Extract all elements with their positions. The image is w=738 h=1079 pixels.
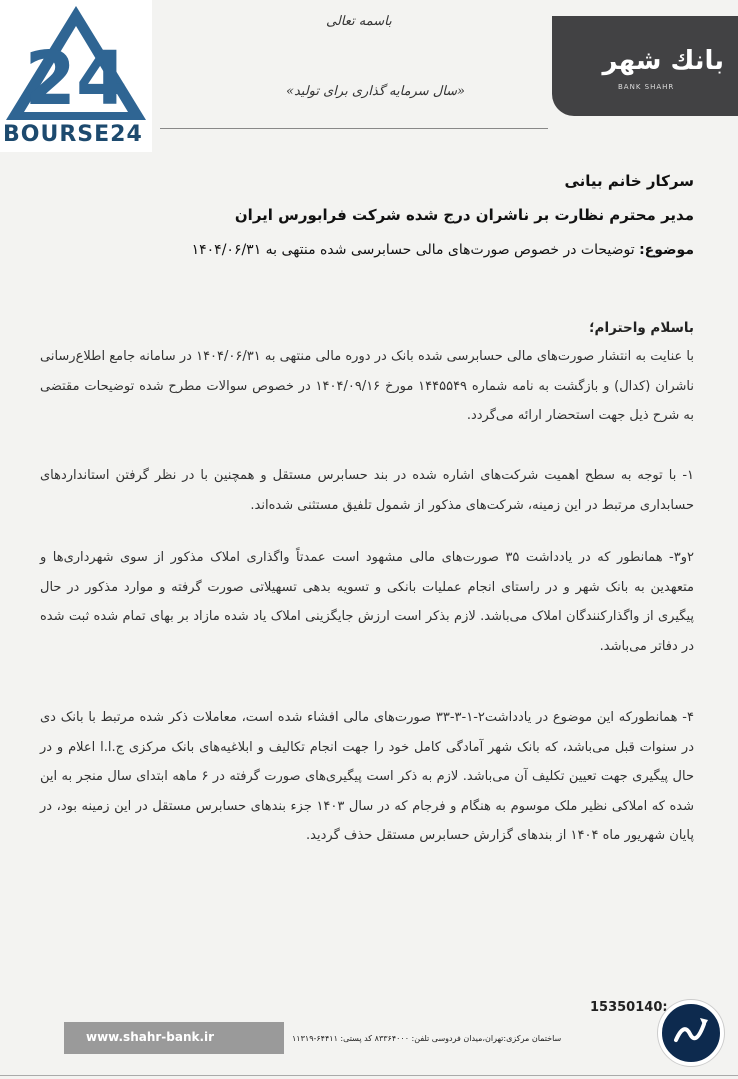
bank-name-en: BANK SHAHR <box>618 83 675 91</box>
footer-website-link[interactable]: www.shahr-bank.ir <box>86 1030 215 1044</box>
year-motto: «سال سرمایه گذاری برای تولید» <box>286 84 466 99</box>
letter-reference-number: 15350140: <box>590 1000 668 1015</box>
bourse24-logo <box>0 0 152 152</box>
bourse24-brand-text: BOURSE24 <box>3 122 143 147</box>
trend-arrow-icon <box>670 1012 712 1054</box>
paragraph-item-1: ۱- با توجه به سطح اهمیت شرکت‌های اشاره شده در بند حسابرس مستقل و همچنین با در نظر گرفتن استانداردهای حسابداری مرتبط در این زمینه، شرکت‌های مذکور از شمول تلفیق مستثنی شده‌اند. <box>40 468 694 513</box>
addressee-title: مدیر محترم نظارت بر ناشران درج شده شرکت فرابورس ایران <box>234 206 694 224</box>
greeting: باسلام واحترام؛ <box>589 320 694 336</box>
bank-shahr-logo <box>552 16 738 116</box>
footer-address: ساختمان مرکزی:تهران،میدان فردوسی تلفن: ۸۳۳۶۴۰۰۰ کد پستی: ۶۴۴۱۱-۱۱۳۱۹ <box>292 1034 562 1043</box>
addressee-name: سرکار خانم بیانی <box>564 172 694 190</box>
bottom-divider <box>0 1075 738 1076</box>
bourse24-triangle-icon <box>4 4 148 122</box>
paragraph-item-4: ۴- همانطورکه این موضوع در یادداشت۲-۱-۳-۳۳ صورت‌های مالی افشاء شده است، معاملات ذکر شده مرتبط با بانک دی در سنوات قبل می‌باشد، که بانک شهر آمادگی کامل خود را جهت انجام تکالیف و ابلاغیه‌های بانک مرکزی ج.ا.ا اعلام و در حال پیگیری جهت تعیین تکلیف آن می‌باشد. لازم به ذکر است پیگیری‌های صورت گرفته در ۶ ماهه ابتدای سال منجر به این شده که املاکی نظیر ملک موسوم به هنگام و فرجام که در سال ۱۴۰۳ جزء بندهای حسابرس مستقل در این زمینه بود، در پایان شهریور ماه ۱۴۰۴ از بندهای گزارش حسابرس مستقل حذف گردید. <box>40 710 694 843</box>
paragraph-intro: با عنایت به انتشار صورت‌های مالی حسابرسی شده بانک در دوره مالی منتهی به ۱۴۰۴/۰۶/۳۱ در سامانه جامع اطلاع‌رسانی ناشران (کدال) و بازگشت به نامه شماره ۱۴۴۵۵۴۹ مورخ ۱۴۰۴/۰۹/۱۶ در خصوص سوالات مطرح شده توضیحات مقتضی به شرح ذیل جهت استحضار ارائه می‌گردد. <box>40 349 695 423</box>
bank-name-fa: بانك شهر <box>602 46 724 76</box>
subject-label: موضوع: <box>639 242 694 258</box>
subject-line <box>192 242 694 258</box>
basmeh-text: باسمه تعالی <box>326 14 392 29</box>
header-divider <box>160 128 548 129</box>
chart-trend-badge <box>658 1000 724 1066</box>
svg-text:24: 24 <box>24 36 128 122</box>
paragraph-item-2-3: ۲و۳- همانطور که در یادداشت ۳۵ صورت‌های مالی مشهود است عمدتاً واگذاری املاک مذکور از سوی شهرداری‌ها و متعهدین به بانک شهر و در راستای انجام عملیات بانکی و تسویه بدهی تسهیلاتی صورت گرفته و موارد مذکور در حال پیگیری از واگذارکنندگان املاک می‌باشد. لازم بذکر است ارزش جایگزینی املاک یاد شده مازاد بر بهای تمام شده ثبت شده در دفاتر می‌باشد. <box>40 550 694 654</box>
subject-text: توضیحات در خصوص صورت‌های مالی حسابرسی شده منتهی به ۱۴۰۴/۰۶/۳۱ <box>191 242 635 258</box>
